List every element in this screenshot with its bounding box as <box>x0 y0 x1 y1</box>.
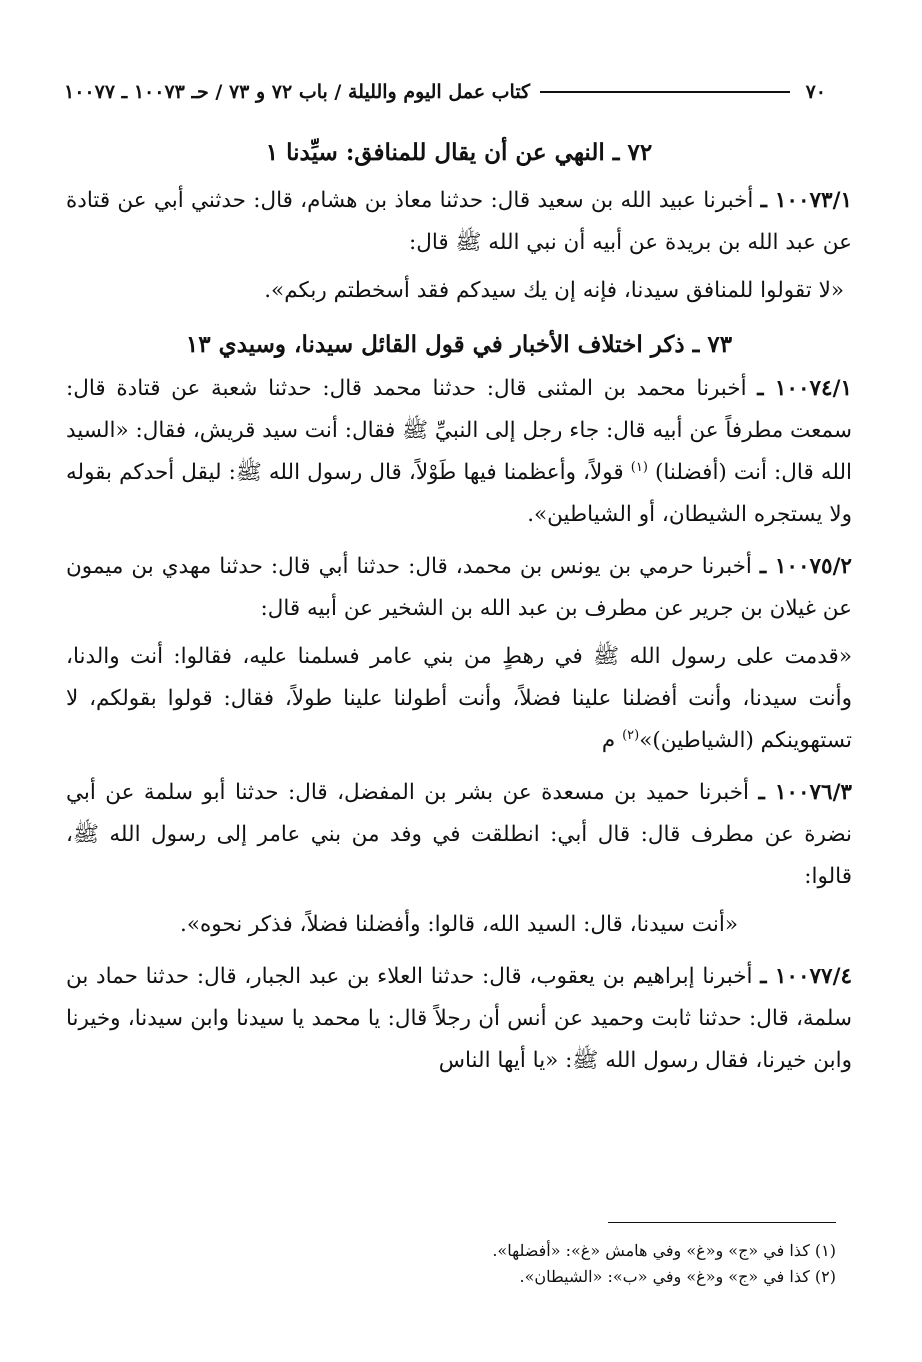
footnote-2: (٢) كذا في «ج» و«غ» وفي «ب»: «الشيطان». <box>519 1267 836 1286</box>
chapter-heading-72: ٧٢ ـ النهي عن أن يقال للمنافق: سيِّدنا ١ <box>265 139 653 166</box>
footnote-rule <box>608 1222 836 1223</box>
hadith-10073 <box>66 180 852 264</box>
hadith-text-continued: قولاً، وأعظمنا فيها طَوْلاً، قال رسول الله ﷺ: ليقل أحدكم بقوله ولا يستجره الشيطان، أو الشياطين». <box>66 460 852 527</box>
hadith-text: أخبرنا محمد بن المثنى قال: حدثنا محمد قال: حدثنا شعبة عن قتادة قال: سمعت مطرفاً عن أبيه قال: جاء رجل إلى النبيِّ ﷺ فقال: أنت سيد قريش، فقال: «السيد الله قال: أنت (أفضلنا) <box>66 376 852 485</box>
hadith-number: ١٠٠٧٤/١ ـ <box>757 376 852 401</box>
page-number: ٧٠ <box>805 81 826 103</box>
running-title: كتاب عمل اليوم والليلة / باب ٧٢ و ٧٣ / حـ ١٠٠٧٣ ـ ١٠٠٧٧ <box>64 81 531 103</box>
mark-symbol: م <box>601 728 616 753</box>
hadith-number: ١٠٠٧٣/١ ـ <box>760 188 852 213</box>
footnote-1: (١) كذا في «ج» و«غ» وفي هامش «غ»: «أفضلها». <box>492 1241 836 1260</box>
footnote-marker: (١) <box>630 459 648 475</box>
running-header <box>64 76 826 108</box>
hadith-quote: «أنت سيدنا، قال: السيد الله، قالوا: وأفضلنا فضلاً، فذكر نحوه». <box>180 912 738 937</box>
page-body <box>66 128 852 1082</box>
hadith-number: ١٠٠٧٧/٤ ـ <box>760 964 852 989</box>
hadith-quote: «لا تقولوا للمنافق سيدنا، فإنه إن يك سيدكم فقد أسخطتم ربكم». <box>264 278 844 303</box>
footnotes <box>300 1238 836 1290</box>
chapter-heading-73: ٧٣ ـ ذكر اختلاف الأخبار في قول القائل سيدنا، وسيدي ١٣ <box>185 331 733 358</box>
footnote-marker: (٢) <box>622 727 640 743</box>
hadith-number: ١٠٠٧٦/٣ ـ <box>758 780 852 805</box>
hadith-quote <box>66 636 852 762</box>
hadith-text: أخبرنا حميد بن مسعدة عن بشر بن المفضل، قال: حدثنا أبو سلمة عن أبي نضرة عن مطرف قال: قال أبي: انطلقت في وفد من بني عامر إلى رسول الله ﷺ، قالوا: <box>66 780 852 889</box>
hadith-number: ١٠٠٧٥/٢ ـ <box>759 554 852 579</box>
hadith-text: أخبرنا إبراهيم بن يعقوب، قال: حدثنا العلاء بن عبد الجبار، قال: حدثنا حماد بن سلمة، قال: حدثنا ثابت وحميد عن أنس أن رجلاً قال: يا محمد يا سيدنا وابن سيدنا، وخيرنا وابن خيرنا، فقال رسول الله ﷺ: «يا أيها الناس <box>66 964 852 1073</box>
header-rule <box>540 91 789 93</box>
hadith-10074 <box>66 368 852 536</box>
hadith-text: أخبرنا حرمي بن يونس بن محمد، قال: حدثنا أبي قال: حدثنا مهدي بن ميمون عن غيلان بن جرير عن مطرف بن عبد الله بن الشخير عن أبيه قال: <box>66 554 852 621</box>
quote-text: «قدمت على رسول الله ﷺ في رهطٍ من بني عامر فسلمنا عليه، فقالوا: أنت والدنا، وأنت سيدنا، وأنت أفضلنا علينا فضلاً، وأنت أطولنا علينا طولاً، فقال: قولوا بقولكم، لا تستهوينكم (الشياطين)» <box>66 644 852 753</box>
hadith-10077 <box>66 956 852 1082</box>
hadith-10076 <box>66 772 852 898</box>
hadith-10075 <box>66 546 852 630</box>
hadith-text: أخبرنا عبيد الله بن سعيد قال: حدثنا معاذ بن هشام، قال: حدثني أبي عن قتادة عن عبد الله بن بريدة عن أبيه أن نبي الله ﷺ قال: <box>66 188 852 255</box>
